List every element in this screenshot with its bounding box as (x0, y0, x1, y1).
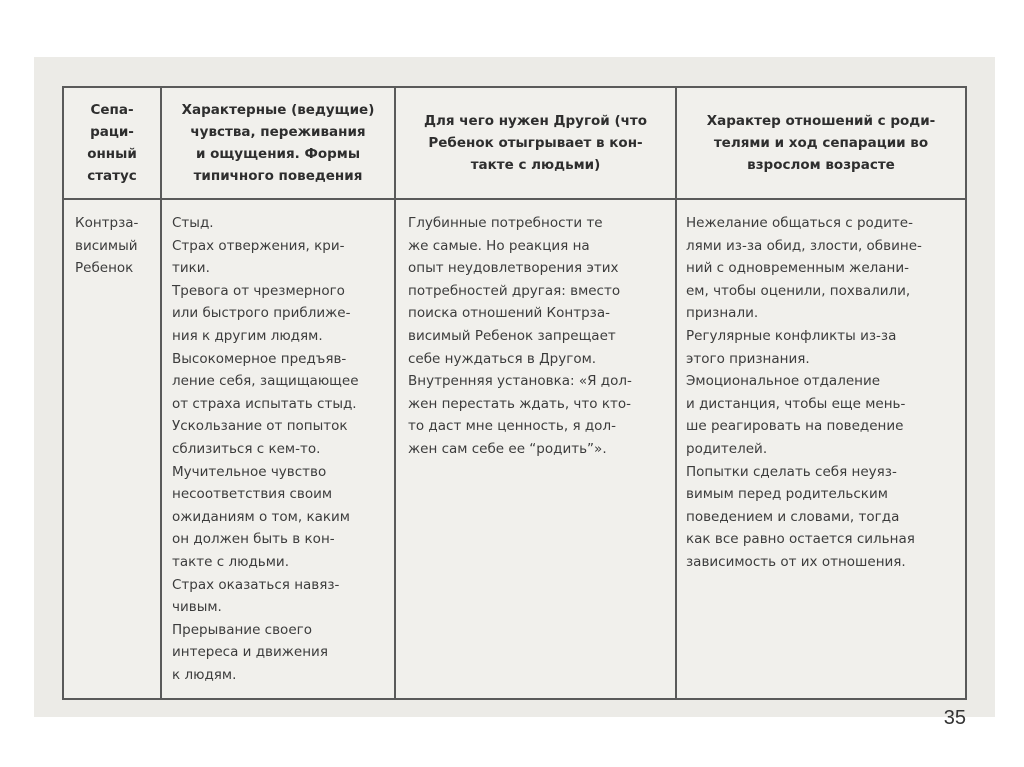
cell-parents-relationship: Нежелание общаться с родите- лями из-за обид, злости, обвине- ний с одновременным желани- ем, чтобы оценили, похвалили, признали. Регулярные конфликты из-за этого признания. Эмоциональное отдаление и дистанция, чтобы еще мень- ше реагировать на поведение родителей. Попытки сделать себя неуяз- вимым перед родительским поведением и словами, тогда как все равно остается сильная зависимость от их отношения. (686, 215, 922, 570)
header-separation-status: Сепа- раци- онный статус (87, 102, 137, 184)
cell-feelings: Стыд. Страх отвержения, кри- тики. Тревога от чрезмерного или быстрого приближе- ния к другим людям. Высокомерное предъяв- ление себя, защищающее от страха испытать стыд. Ускользание от попыток сблизиться с кем-то. Мучительное чувство несоответствия своим ожиданиям о том, каким он должен быть в кон- такте с людьми. Страх оказаться навяз- чивым. Прерывание своего интереса и движения к людям. (172, 215, 359, 683)
header-feelings: Характерные (ведущие) чувства, переживания и ощущения. Формы типичного поведения (181, 102, 375, 184)
cell-status: Контрза- висимый Ребенок (75, 215, 139, 277)
header-parents-relationship: Характер отношений с роди- телями и ход сепарации во взрослом возрасте (706, 113, 936, 173)
page-number: 35 (943, 707, 966, 729)
separation-table (62, 86, 967, 700)
header-other-purpose: Для чего нужен Другой (что Ребенок отыгрывает в кон- такте с людьми) (424, 113, 647, 173)
cell-other-purpose: Глубинные потребности те же самые. Но реакция на опыт неудовлетворения этих потребностей другая: вместо поиска отношений Контрза- висимый Ребенок запрещает себе нуждаться в Другом. Внутренняя установка: «Я дол- жен перестать ждать, что кто- то даст мне ценность, я дол- жен сам себе ее “родить”». (408, 215, 632, 457)
